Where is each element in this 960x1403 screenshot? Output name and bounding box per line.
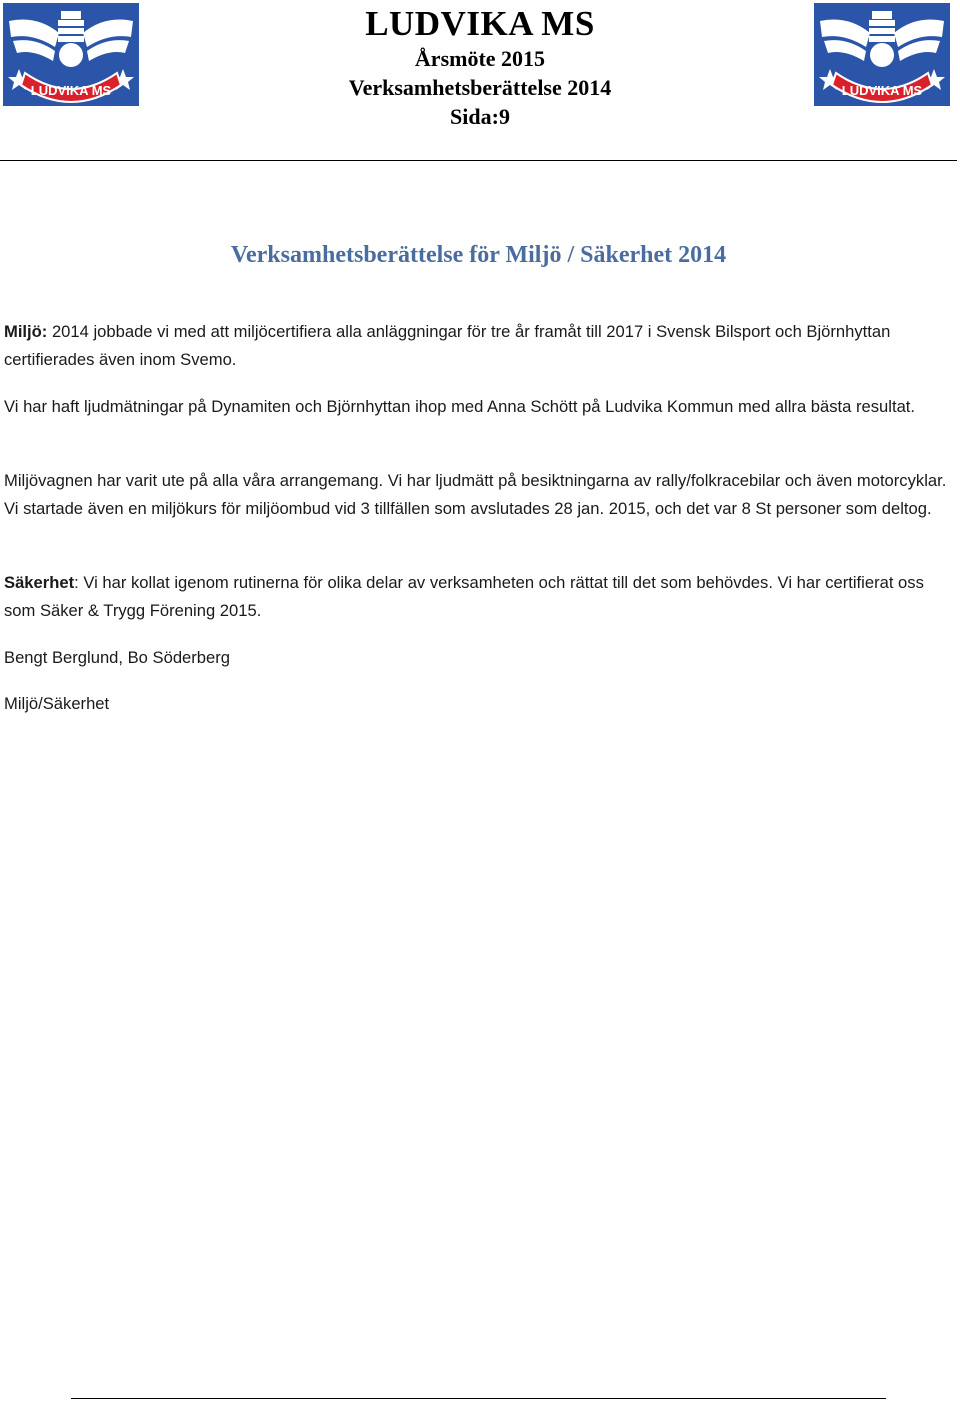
miljovagnen-text: Miljövagnen har varit ute på alla våra arrangemang. Vi har ljudmätt på besiktningarna av rally/folkracebilar och även motorcyklar. Vi startade även en miljökurs för miljöombud vid 3 tillfällen som avslutades 28 jan. 2015, och det var 8 St personer som deltog. [4, 471, 947, 518]
ludvika-ms-logo-left [3, 3, 139, 106]
miljo-text: 2014 jobbade vi med att miljöcertifiera alla anläggningar för tre år framåt till 2017 i Svensk Bilsport och Björnhyttan certifierades även inom Svemo. [4, 322, 891, 369]
footer-divider [71, 1398, 886, 1399]
ljudmatningar-text: Vi har haft ljudmätningar på Dynamiten och Björnhyttan ihop med Anna Schött på Ludvika Kommun med allra bästa resultat. [4, 397, 916, 416]
logo-text: LUDVIKA MS [30, 83, 112, 98]
department: Miljö/Säkerhet [4, 694, 110, 713]
club-name: LUDVIKA MS [365, 4, 595, 43]
header-divider [0, 160, 957, 161]
meeting-title: Årsmöte 2015 [414, 46, 546, 71]
paragraph-miljo [4, 318, 954, 374]
ludvika-ms-logo-right [814, 3, 950, 106]
paragraph-miljovagnen [4, 467, 954, 523]
section-heading: Verksamhetsberättelse för Miljö / Säkerhet 2014 [230, 242, 727, 268]
sakerhet-text: : Vi har kollat igenom rutinerna för olika delar av verksamheten och rättat till det som behövdes. Vi har certifierat oss som Säker & Trygg Förening 2015. [4, 573, 924, 620]
page-number: Sida:9 [450, 104, 510, 129]
signature: Bengt Berglund, Bo Söderberg [4, 648, 231, 667]
report-title: Verksamhetsberättelse 2014 [348, 75, 612, 100]
paragraph-ljudmatningar [4, 393, 954, 421]
paragraph-sakerhet [4, 569, 954, 625]
document-header [180, 4, 780, 131]
logo-text: LUDVIKA MS [841, 83, 923, 98]
sakerhet-label: Säkerhet [4, 573, 75, 592]
miljo-label: Miljö: [4, 322, 48, 341]
